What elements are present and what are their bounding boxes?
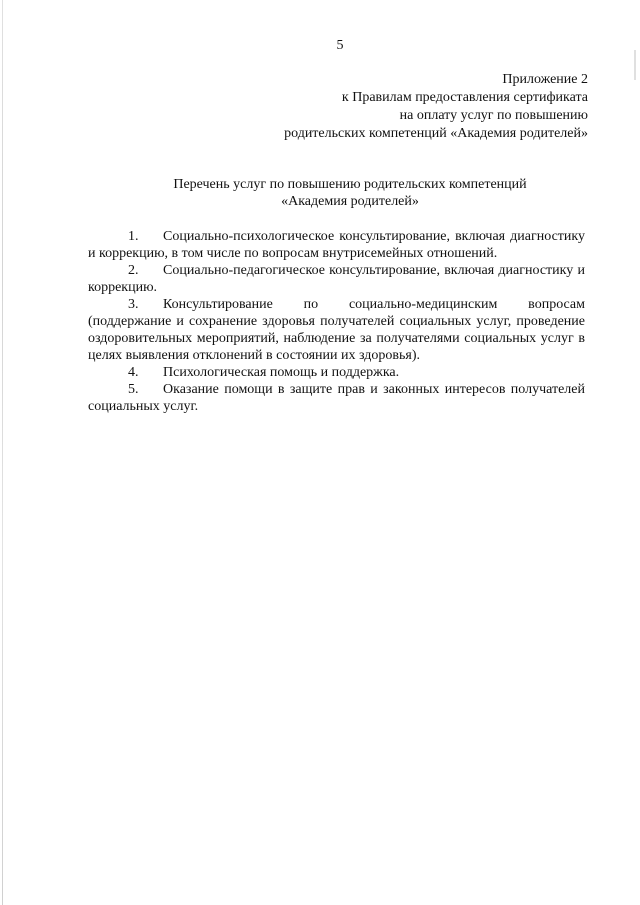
item-text: Консультирование по социально-медицинским вопросам (поддержание и сохранение здоровья получателей социальных услуг, проведение оздоровительных мероприятий, наблюдение за получателями социальных услуг в целях выявления отклонений в состоянии их здоровья). xyxy=(88,297,585,363)
item-text: Социально-педагогическое консультирование, включая диагностику и коррекцию. xyxy=(88,263,585,295)
appendix-line-1: Приложение 2 xyxy=(502,72,588,87)
list-item xyxy=(88,381,585,415)
item-number: 5. xyxy=(128,382,139,397)
item-number: 2. xyxy=(128,263,139,278)
title-line-1: Перечень услуг по повышению родительских компетенций xyxy=(173,177,527,192)
list-item xyxy=(88,262,585,296)
item-text: Оказание помощи в защите прав и законных интересов получателей социальных услуг. xyxy=(88,382,585,414)
item-text: Социально-психологическое консультирование, включая диагностику и коррекцию, в том числе по вопросам внутрисемейных отношений. xyxy=(88,229,585,261)
scan-edge-right xyxy=(634,50,636,80)
appendix-line-4: родительских компетенций «Академия родителей» xyxy=(284,126,588,141)
list-item xyxy=(88,296,585,364)
list-item xyxy=(88,228,585,262)
item-text: Психологическая помощь и поддержка. xyxy=(163,365,400,380)
item-number: 1. xyxy=(128,229,139,244)
scan-edge-left xyxy=(2,0,3,905)
document-title xyxy=(60,176,640,210)
appendix-header xyxy=(284,71,588,143)
title-line-2: «Академия родителей» xyxy=(281,194,419,209)
appendix-line-2: к Правилам предоставления сертификата xyxy=(341,90,588,105)
page-number: 5 xyxy=(336,38,344,53)
list-item xyxy=(88,364,585,381)
services-list xyxy=(88,228,585,415)
appendix-line-3: на оплату услуг по повышению xyxy=(399,108,588,123)
item-number: 4. xyxy=(128,365,139,380)
item-number: 3. xyxy=(128,297,139,312)
